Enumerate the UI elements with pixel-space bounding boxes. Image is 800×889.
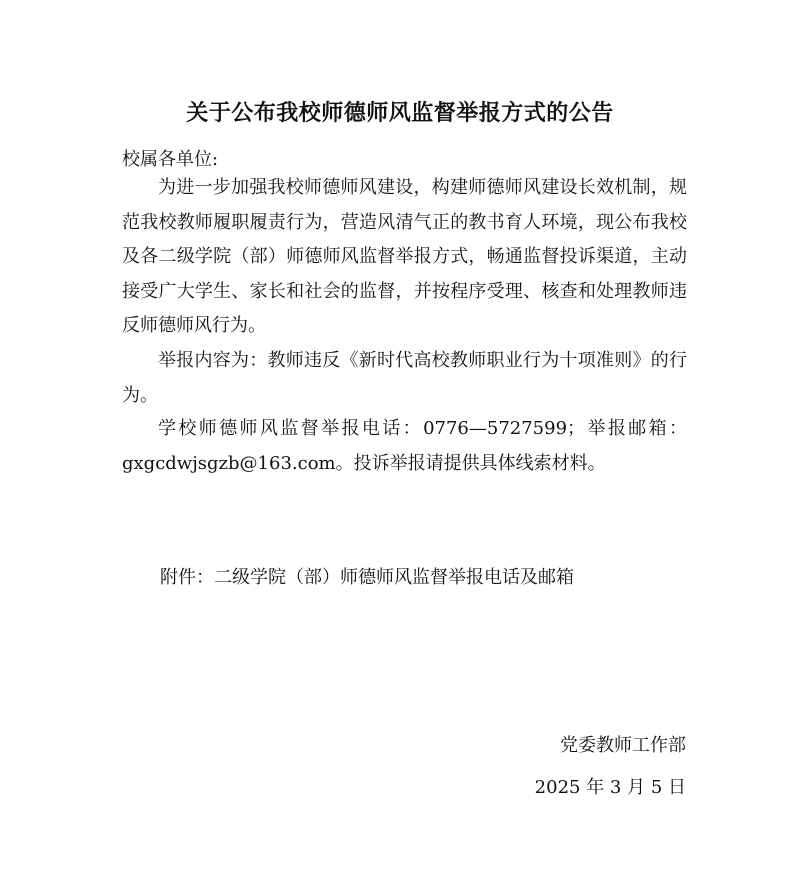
notice-title: 关于公布我校师德师风监督举报方式的公告 [186, 100, 614, 126]
paragraph-intro: 为进一步加强我校师德师风建设，构建师德师风建设长效机制，规范我校教师履职履责行为，营造风清气正的教书育人环境，现公布我校及各二级学院（部）师德师风监督举报方式，畅通监督投诉渠道，主动接受广大学生、家长和社会的监督，并按程序受理、核查和处理教师违反师德师风行为。 [122, 177, 687, 336]
salutation: 校属各单位: [122, 149, 219, 170]
paragraph-report-content: 举报内容为：教师违反《新时代高校教师职业行为十项准则》的行为。 [122, 350, 687, 406]
paragraph-contact: 学校师德师风监督举报电话：0776—5727599；举报邮箱：gxgcdwjsgzb@163.com。投诉举报请提供具体线索材料。 [122, 418, 687, 474]
signer: 党委教师工作部 [560, 735, 686, 756]
attachment-line: 附件：二级学院（部）师德师风监督举报电话及邮箱 [160, 567, 574, 588]
issue-date: 2025 年 3 月 5 日 [534, 777, 686, 798]
